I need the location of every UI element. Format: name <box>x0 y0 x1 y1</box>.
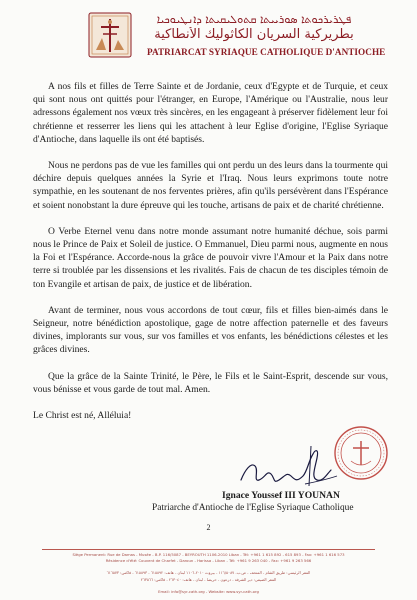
paragraph: Nous ne perdons pas de vue les familles qui ont perdu un des leurs dans la tourmente qui déchire depuis quelques années la Syrie et l'Iraq. Nous leurs exprimons toute notre sympathie, en les soutenant de nos ferventes prières, afin qu'ils persévèrent dans l'Espérance et soient nonobstant la dure épreuve qui les touche, artisans de paix et de charité chrétienne. <box>33 160 388 211</box>
latin-heading: PATRIARCAT SYRIAQUE CATHOLIQUE D'ANTIOCHE <box>147 47 386 57</box>
footer-residence-ar: المقر الصيفي: دير الشرفة - درعون - حريصا - لبنان - هاتف: ٢٦٣٠٤٠ - فاكس: ٢٦٣٥٦٦ <box>140 577 277 582</box>
signer-name: Ignace Youssef III YOUNAN <box>222 490 340 501</box>
handwritten-signature <box>235 440 340 492</box>
footer-contact: Email: info@syr-cath.org - Website: www.syr-cath.org <box>158 589 259 594</box>
paragraph: Que la grâce de la Sainte Trinité, le Père, le Fils et le Saint-Esprit, descende sur vous, vous bénisse et vous garde de tout mal. Amen. <box>33 370 388 395</box>
footer-divider <box>42 549 375 550</box>
closing-greeting: Le Christ est né, Alléluia! <box>33 410 132 422</box>
page-number: 2 <box>206 523 211 532</box>
signer-title: Patriarche d'Antioche de l'Eglise Syriaque Catholique <box>152 503 354 513</box>
footer-address-ar: المقر الرئيسي: طريق الشام - المتحف - ص.ب. ١١٦/٥٠٨٧ - بيروت ٢٠١٠-١١٠٦ لبنان - هاتف: ٦١٥٨٩٢ - ٦١٥٨٩٣ - فاكس: ٦١٦٥٧٣ <box>106 570 311 575</box>
footer-address-fr: Siège Permanent: Rue de Damas - Musée - B.P. 116/5087 - BEYROUTH 1106-2010 Liban - Tél: +961 1 615 892 - 615 893 - Fax: +961 1 616 573 <box>72 552 345 557</box>
paragraph: O Verbe Eternel venu dans notre monde assumant notre humanité déchue, sois parmi nous le Prince de Paix et Soleil de justice. O Emmanuel, Dieu parmi nous, augmente en nous la Foi et l'Espérance. Accorde-nous la grâce de pouvoir vivre l'Amour et la Paix dans notre terre si troublée par les dissensions et les rivalités. Fais de chacun de tes disciples témoin de ton Evangile et artisan de paix, de justice et de libération. <box>33 225 389 290</box>
syriac-heading: ܦܛܪܝܪܟܘܬܐ ܣܘܪܝܝܬܐ ܩܬܘܠܝܩܝܬܐ ܕܐܢܛܝܘܟܝܐ <box>156 13 352 25</box>
letter-body <box>33 80 388 422</box>
official-seal <box>333 425 389 481</box>
paragraph: A nos fils et filles de Terre Sainte et de Jordanie, ceux d'Egypte et de Turquie, et ceux qui sont nous ont quittés pour l'étranger, en Europe, l'Amérique ou l'Australie, nous leur adressons également nos vœux très sincères, en les engageant à préserver fidèlement leur foi chrétienne et resserrer les liens qui les attachent à leur Eglise d'origine, l'Eglise Syriaque d'Antioche, dans laquelle ils ont été baptisés. <box>33 81 388 145</box>
footer-residence-fr: Résidence d'été: Couvent de Charfet - Daroun - Harissa - Liban - Tél: +961 9 263 040 - Fax: +961 9 263 566 <box>105 558 312 563</box>
patriarchate-logo <box>88 12 132 58</box>
arabic-heading: بطريركية السريان الكاثوليك الأنطاكية <box>154 27 354 42</box>
paragraph: Avant de terminer, nous vous accordons de tout cœur, fils et filles bien-aimés dans le Seigneur, notre bénédiction apostolique, gage de notre affection paternelle et des faveurs divines, implorants sur vous, sur vos familles et vos enfants, les bénédictions célestes et les grâces divines. <box>33 304 388 356</box>
